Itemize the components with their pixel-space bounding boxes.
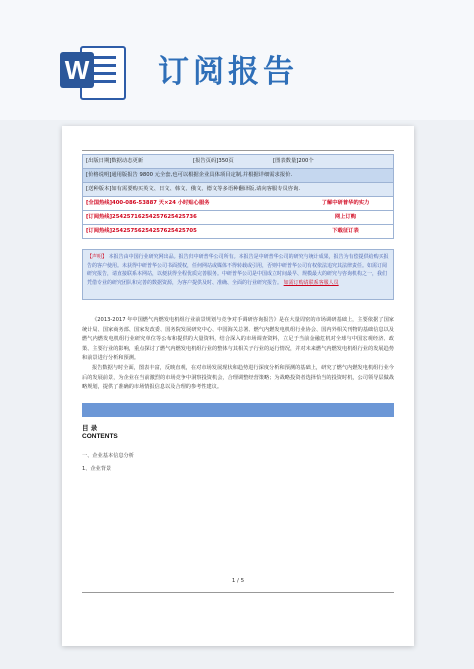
toc-item[interactable]: 1、企业背景: [82, 465, 112, 472]
page-content: [82, 154, 394, 472]
hotline-text: [全国热线]400-086-53887 天×24 小时贴心服务: [86, 200, 210, 206]
footer-rule: [82, 592, 394, 593]
word-logo-icon: [60, 42, 124, 98]
chart-count: [图表数量]200个: [273, 158, 314, 164]
subscribe-hotline-2: [订阅热线]25425756254257625425705: [86, 228, 197, 234]
word-logo-letter: W: [60, 52, 94, 88]
info-row-publish: [82, 154, 394, 169]
toc-title-en: CONTENTS: [82, 432, 118, 440]
toc-item[interactable]: 一、企业基本信息分析: [82, 452, 134, 459]
intro-paragraph: 《2013-2017 年中国燃气内燃发电机组行业前景规划与竞争对手调研咨询报告》是在大量周密的市场调研基础上，主要依据了国家统计局、国家商务部、国家发改委、国务院发展研究中心、中国海关总署、燃气内燃发电机组行业协会、国内外相关刊物的基础信息以及燃气内燃发电机组行业研究单位等公布和提供的大量资料，结合深入的市场调查资料，立足于当前金融危机对全球与中国宏观经济、政策、主要行业的影响，重点探讨了燃气内燃发电机组行业的整体与其相关子行业的运行情况，并对未来燃气内燃发电机组行业的发展趋势和前景进行分析和预测。: [82, 317, 394, 362]
document-page: [62, 126, 414, 646]
summary-paragraph: 报告数据与时全面，图表丰富，反映直观，在对市场发展现状和趋势进行深度分析和预测的基础上，研究了燃气内燃发电机组行业今后的发展前景，为企业在当前激烈的市场竞争中洞察投资机会，合理调整经营策略；为战略投资者选择恰当的投资时机，公司领导层做战略规划，提供了准确的市场情报信息以及合理的参考性建议。: [82, 364, 394, 391]
info-row-price: [价格说明]通用版报告 9800 元全套,也可以根据企业具体项目定制,并根据详细需求报价.: [82, 169, 394, 183]
disclaimer-text: 本报告由中国行业研究网出品。报告归中研普华公司所有。本报告是中研普华公司的研究与统计成果，报告为有偿提供给购买报告的客户使用。未获得中研普华公司书面授权，任何网站或媒体不得转载或引用，否则中研普华公司有权依法追究其法律责任。如需订阅研究报告，请直接联系本网站，以便获得全程优质完善服务。中研普华公司是中国成立时间最早、规模最大的研究与咨询机构之一，我们凭借专业的研究团队和完善的数据资源，为客户提供及时、准确、全面的行业研究报告。: [87, 254, 389, 286]
info-row-subscribe-2: [82, 225, 394, 239]
subscribe-hotline-1: [订阅热线]25425716254257625425736: [86, 214, 197, 220]
page-number: 1 / 5: [231, 578, 245, 584]
banner-title: 订阅报告: [158, 54, 298, 90]
banner: [0, 0, 474, 120]
info-row-version: [送种版本]如有需要购买英文、日文、韩文、俄文、德文等多语种翻译版,请向客服专员咨询.: [82, 183, 394, 197]
download-form-link[interactable]: 下载征订表: [332, 228, 359, 234]
publish-date: [出版日期]数据动态更新: [86, 158, 144, 164]
toc-title: 目 录: [82, 423, 98, 432]
header-rule: [82, 150, 394, 151]
page-count: [报告页码]350页: [193, 158, 234, 164]
disclaimer-label: 【声明】: [87, 254, 108, 260]
about-link[interactable]: 了解中研普华的实力: [321, 200, 370, 206]
section-divider-bar: [82, 403, 394, 417]
info-row-subscribe-1: [82, 211, 394, 225]
disclaimer-link[interactable]: 如需订购请联系客服人员: [283, 279, 339, 286]
disclaimer-box: [82, 249, 394, 300]
online-order-link[interactable]: 网上订购: [334, 214, 357, 220]
info-row-hotline: [82, 197, 394, 211]
